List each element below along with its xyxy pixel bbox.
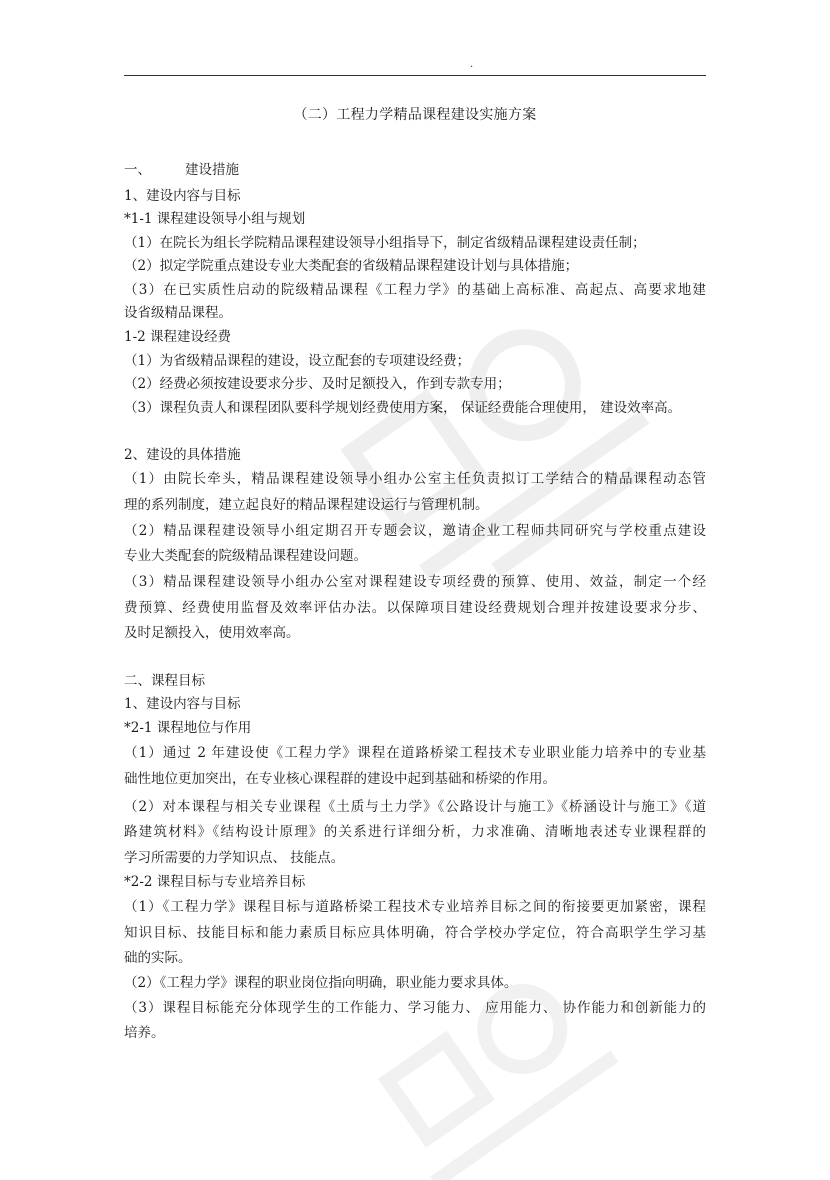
paragraph: （1）在院长为组长学院精品课程建设领导小组指导下，制定省级精品课程建设责任制； xyxy=(124,235,646,251)
paragraph: （2）经费必须按建设要求分步、及时足额投入，作到专款专用； xyxy=(124,376,511,392)
paragraph: （1）通过 2 年建设使《工程力学》课程在道路桥梁工程技术专业职业能力培养中的专业基 xyxy=(124,745,706,761)
header-mark: . xyxy=(470,59,474,70)
paragraph: （3）在已实质性启动的院级精品课程《工程力学》的基础上高标准、高起点、高要求地建 xyxy=(124,282,706,298)
subsection-1-2: 2、建设的具体措施 xyxy=(124,447,241,463)
item-2-2-heading: *2-2 课程目标与专业培养目标 xyxy=(124,874,306,890)
paragraph-continuation: 础的实际。 xyxy=(124,950,192,966)
paragraph-continuation: 设省级精品课程。 xyxy=(124,305,232,321)
section-1-heading xyxy=(124,160,706,180)
section-1-title: 建设措施 xyxy=(185,162,239,178)
paragraph-continuation: 及时足额投入，使用效率高。 xyxy=(124,625,300,641)
paragraph-continuation: 知识目标、技能目标和能力素质目标应具体明确，符合学校办学定位，符合高职学生学习基 xyxy=(124,925,706,941)
paragraph: （3）课程目标能充分体现学生的工作能力、学习能力、 应用能力、 协作能力和创新能力的 xyxy=(124,1000,706,1016)
item-1-2-heading: 1-2 课程建设经费 xyxy=(124,329,232,345)
paragraph: （2）拟定学院重点建设专业大类配套的省级精品课程建设计划与具体措施； xyxy=(124,258,579,274)
paragraph-continuation: 础性地位更加突出，在专业核心课程群的建设中起到基础和桥梁的作用。 xyxy=(124,771,556,787)
paragraph: （2）《工程力学》课程的职业岗位指向明确，职业能力要求具体。 xyxy=(124,975,518,991)
section-1-number: 一、 xyxy=(124,162,151,178)
paragraph: （1）《工程力学》课程目标与道路桥梁工程技术专业培养目标之间的衔接要更加紧密，课程 xyxy=(124,899,706,915)
section-2-heading: 二、课程目标 xyxy=(124,673,205,689)
item-2-1-heading: *2-1 课程地位与作用 xyxy=(124,720,252,736)
paragraph: （1）为省级精品课程的建设，设立配套的专项建设经费； xyxy=(124,353,471,369)
paragraph-continuation: 理的系列制度，建立起良好的精品课程建设运行与管理机制。 xyxy=(124,497,489,513)
subsection-1-1: 1、建设内容与目标 xyxy=(124,188,241,204)
paragraph-continuation: 费预算、经费使用监督及效率评估办法。以保障项目建设经费规划合理并按建设要求分步、 xyxy=(124,600,706,616)
paragraph-continuation: 路建筑材料》《结构设计原理》的关系进行详细分析，力求准确、清晰地表述专业课程群的 xyxy=(124,824,706,840)
paragraph-continuation: 学习所需要的力学知识点、 技能点。 xyxy=(124,850,345,866)
document-title: （二）工程力学精品课程建设实施方案 xyxy=(293,107,537,123)
watermark-graphic-lower xyxy=(340,960,640,1180)
paragraph-continuation: 培养。 xyxy=(124,1025,165,1041)
paragraph: （3）课程负责人和课程团队要科学规划经费使用方案， 保证经费能合理使用， 建设效率高。 xyxy=(124,400,682,416)
item-1-1-heading: *1-1 课程建设领导小组与规划 xyxy=(124,211,306,227)
header-rule xyxy=(124,75,706,76)
paragraph-continuation: 专业大类配套的院级精品课程建设问题。 xyxy=(124,548,367,564)
paragraph: （2）精品课程建设领导小组定期召开专题会议，邀请企业工程师共同研究与学校重点建设 xyxy=(124,523,706,539)
subsection-2-1: 1、建设内容与目标 xyxy=(124,696,241,712)
paragraph: （2）对本课程与相关专业课程《土质与土力学》《公路设计与施工》《桥涵设计与施工》《道 xyxy=(124,799,706,815)
paragraph: （1）由院长牵头，精品课程建设领导小组办公室主任负责拟订工学结合的精品课程动态管 xyxy=(124,471,706,487)
paragraph: （3）精品课程建设领导小组办公室对课程建设专项经费的预算、使用、效益，制定一个经 xyxy=(124,574,706,590)
